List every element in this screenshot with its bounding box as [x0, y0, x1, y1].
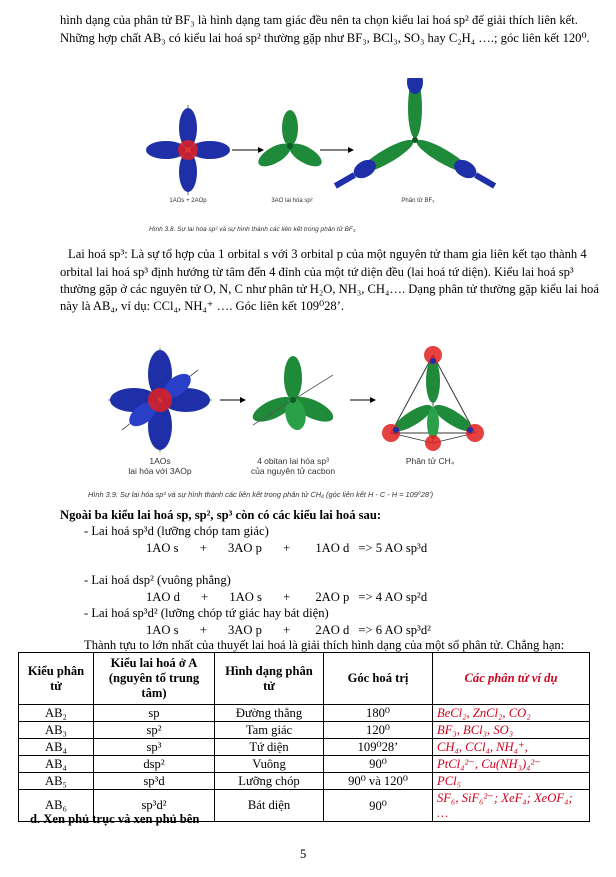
cell: sp³ — [94, 739, 215, 756]
col-header: Kiểu lai hoá ở A (nguyên tố trung tâm) — [94, 653, 215, 705]
eq-term: 3AO p — [227, 541, 262, 555]
cell: 90⁰ — [324, 790, 433, 822]
fig39-label-1a: 1AOs — [149, 456, 171, 466]
eq-term: 1AO s — [146, 623, 179, 637]
cell: 90⁰ — [324, 756, 433, 773]
other-heading: Ngoài ba kiểu lai hoá sp, sp², sp³ còn có các kiểu lai hoá sau: — [60, 508, 382, 522]
sp2-orbitals-diagram — [255, 110, 325, 171]
eq-term: 2AO d — [315, 623, 350, 637]
bf3-molecule-diagram — [331, 78, 498, 193]
cell: Đường thẳng — [215, 705, 324, 722]
col-header: Hình dạng phân tử — [215, 653, 324, 705]
table-row — [19, 773, 590, 790]
cell: 109⁰28’ — [324, 739, 433, 756]
eq-plus: + — [283, 590, 291, 604]
cell: sp³d — [94, 773, 215, 790]
sp3-line-2: orbital lai hoá sp³ định hướng từ tâm đến 4 đỉnh của một tứ diện đều (lai hoá tứ diện). Kiểu lai hoá sp³ — [60, 265, 574, 279]
cell: Bát diện — [215, 790, 324, 822]
eq-term: 3AO p — [227, 623, 262, 637]
dsp2-equation — [146, 589, 427, 605]
col-header: Góc hoá trị — [324, 653, 433, 705]
sp3-line-3: thường gặp ở các nguyên tử O, N, C như phân tử H₂O, NH₃, CH₄…. Dạng phân tử thường gặp kiểu lai hoá — [60, 282, 599, 296]
table-header-row — [19, 653, 590, 705]
fig38-label-3: Phân tử BF₃ — [401, 198, 435, 204]
cell: Lưỡng chóp — [215, 773, 324, 790]
eq-plus: + — [199, 541, 207, 555]
table-row — [19, 705, 590, 722]
fig38-caption: Hình 3.8. Sự lai hóa sp² và sự hình thành các liên kết trong phân tử BF₃ — [149, 226, 356, 233]
page-number: 5 — [300, 847, 307, 861]
eq-plus: + — [201, 590, 209, 604]
cell: dsp² — [94, 756, 215, 773]
cell: AB₅ — [19, 773, 94, 790]
fig39-caption: Hình 3.9. Sự lai hóa sp³ và sự hình thành các liên kết trong phân tử CH₄ (góc liên kết H - C - H = 109⁰28’) — [88, 490, 434, 499]
cell: 120⁰ — [324, 722, 433, 739]
cell: 180⁰ — [324, 705, 433, 722]
cell: AB₆ — [19, 790, 94, 822]
cell: Vuông — [215, 756, 324, 773]
fig39-label-1b: lai hóa với 3AOp — [128, 466, 192, 476]
cell: AB₄ — [19, 739, 94, 756]
cell: AB₄ — [19, 756, 94, 773]
cell: Tứ diện — [215, 739, 324, 756]
orbital-s-p-diagram — [146, 105, 230, 195]
cell: sp³d² — [94, 790, 215, 822]
eq-term: 1AO s — [146, 541, 179, 555]
sp3d2-title: - Lai hoá sp³d² (lưỡng chóp tứ giác hay bát diện) — [84, 606, 329, 620]
fig39-label-3: Phân tử CH₄ — [405, 456, 455, 466]
sp3d-title: - Lai hoá sp³d (lưỡng chóp tam giác) — [84, 524, 269, 538]
eq-result: => 5 AO sp³d — [358, 541, 428, 555]
eq-term: 1AO s — [229, 590, 262, 604]
sp3-line-1: Lai hoá sp³: Là sự tổ hợp của 1 orbital s với 3 orbital p của một nguyên tử tham gia liên kết tạo thành 4 — [68, 247, 587, 261]
eq-plus: + — [199, 623, 207, 637]
intro-line-2: Những hợp chất AB₃ có kiểu lai hoá sp² thường gặp như BF₃, BCl₃, SO₃ hay C₂H₄ ….; góc liên kết 120⁰. — [60, 31, 590, 45]
cell: SF₆, SiF₆²⁻; XeF₄; XeOF₄; … — [433, 790, 590, 822]
cell: 90⁰ và 120⁰ — [324, 773, 433, 790]
cell: sp — [94, 705, 215, 722]
fig39-label-2b: của nguyên tử cacbon — [250, 466, 336, 476]
cell: BeCl₂, ZnCl₂, CO₂ — [433, 705, 590, 722]
fig38-label-1: 1AOs + 2AOp — [169, 198, 207, 204]
table-row — [19, 722, 590, 739]
eq-plus: + — [283, 623, 291, 637]
col-header: Kiểu phân tử — [19, 653, 94, 705]
sp3-line-4: này là AB₄, ví dụ: CCl₄, NH₄⁺ …. Góc liên kết 109⁰28’. — [60, 299, 345, 313]
cell: AB₃ — [19, 722, 94, 739]
cell: Tam giác — [215, 722, 324, 739]
summary-line: Thành tựu to lớn nhất của thuyết lai hoá là giải thích hình dạng của một số phân tử. Chẳng hạn: — [84, 638, 565, 652]
sp3d2-equation — [146, 622, 431, 638]
s-p-orbitals-3d-diagram — [108, 348, 212, 452]
ch4-molecule-diagram — [382, 346, 484, 451]
eq-result: => 4 AO sp²d — [358, 590, 428, 604]
sp3d-equation — [146, 540, 427, 556]
intro-line-1: hình dạng của phân tử BF₃ là hình dạng tam giác đều nên ta chọn kiểu lai hoá sp² để giải thích liên kết. — [60, 13, 578, 27]
cell: AB₂ — [19, 705, 94, 722]
fig39-label-2a: 4 obitan lai hóa sp³ — [257, 456, 329, 466]
fig38-label-2: 3AO lai hóa sp² — [271, 198, 313, 204]
hybridization-table — [18, 652, 590, 822]
sp3-orbitals-diagram — [249, 356, 336, 432]
col-header: Các phân tử ví dụ — [433, 653, 590, 705]
table-row — [19, 739, 590, 756]
cell: sp² — [94, 722, 215, 739]
eq-term: 1AO d — [146, 590, 180, 604]
eq-result: => 6 AO sp³d² — [358, 623, 431, 637]
table-row — [19, 756, 590, 773]
eq-term: 1AO d — [315, 541, 350, 555]
dsp2-title: - Lai hoá dsp² (vuông phẳng) — [84, 573, 231, 587]
figure-3-9 — [88, 345, 538, 460]
eq-plus: + — [283, 541, 291, 555]
cell: CH₄, CCl₄, NH₄⁺, — [433, 739, 590, 756]
cell: BF₃, BCl₃, SO₃ — [433, 722, 590, 739]
eq-term: 2AO p — [315, 590, 350, 604]
cell: PtCl₄²⁻, Cu(NH₃)₄²⁻ — [433, 756, 590, 773]
cell: PCl₅ — [433, 773, 590, 790]
section-subheading: d. Xen phủ trục và xen phủ bên — [30, 812, 200, 826]
